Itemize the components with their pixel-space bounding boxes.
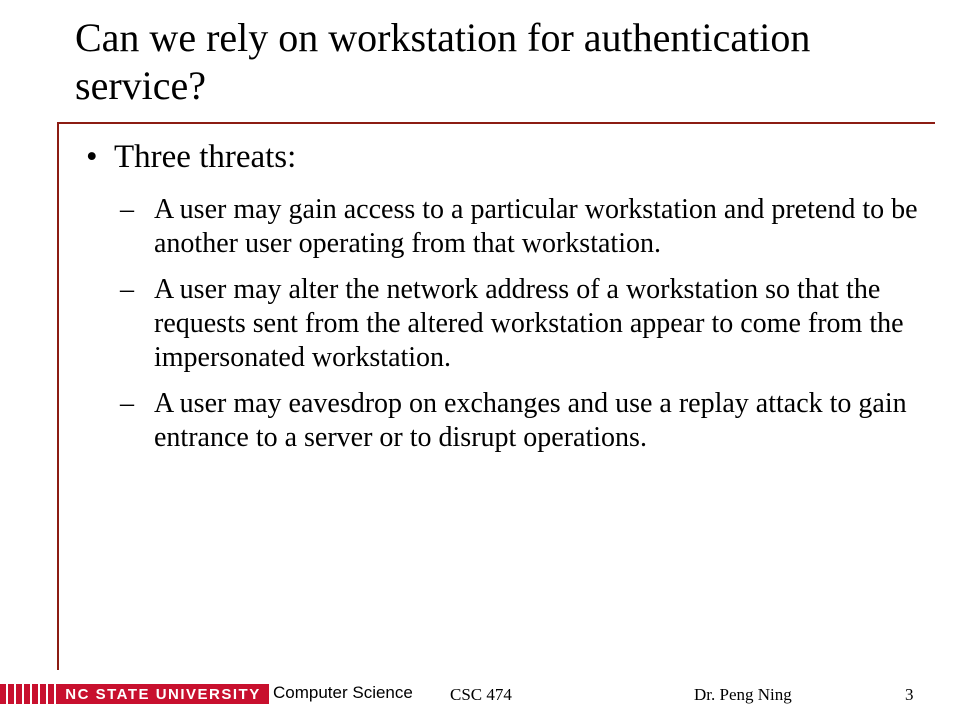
threat-text: A user may eavesdrop on exchanges and use a replay attack to gain entrance to a server or to disrupt operations. (154, 388, 907, 453)
slide-title: Can we rely on workstation for authentication service? (75, 15, 811, 108)
author-label: Dr. Peng Ning (694, 685, 792, 704)
threat-item-2 (120, 273, 920, 375)
dash-marker: – (120, 274, 134, 305)
threat-item-3 (120, 387, 920, 455)
threat-item-1 (120, 193, 920, 261)
dash-marker: – (120, 194, 134, 225)
bullet-marker: • (86, 139, 98, 175)
threat-text: A user may gain access to a particular workstation and pretend to be another user operating from that workstation. (154, 194, 918, 259)
title-divider (57, 122, 935, 124)
course-label: CSC 474 (450, 685, 512, 704)
left-rule (57, 122, 59, 670)
threat-text: A user may alter the network address of a workstation so that the requests sent from the altered workstation appear to come from the impersonated workstation. (154, 274, 904, 373)
bullet-text: Three threats: (114, 139, 297, 175)
university-logo: NC STATE UNIVERSITY (57, 684, 269, 704)
page-number: 3 (905, 685, 914, 704)
logo-stripes (0, 684, 57, 704)
department-label: Computer Science (273, 683, 413, 702)
bullet-item (86, 137, 296, 177)
dash-marker: – (120, 388, 134, 419)
threat-list (120, 193, 920, 467)
